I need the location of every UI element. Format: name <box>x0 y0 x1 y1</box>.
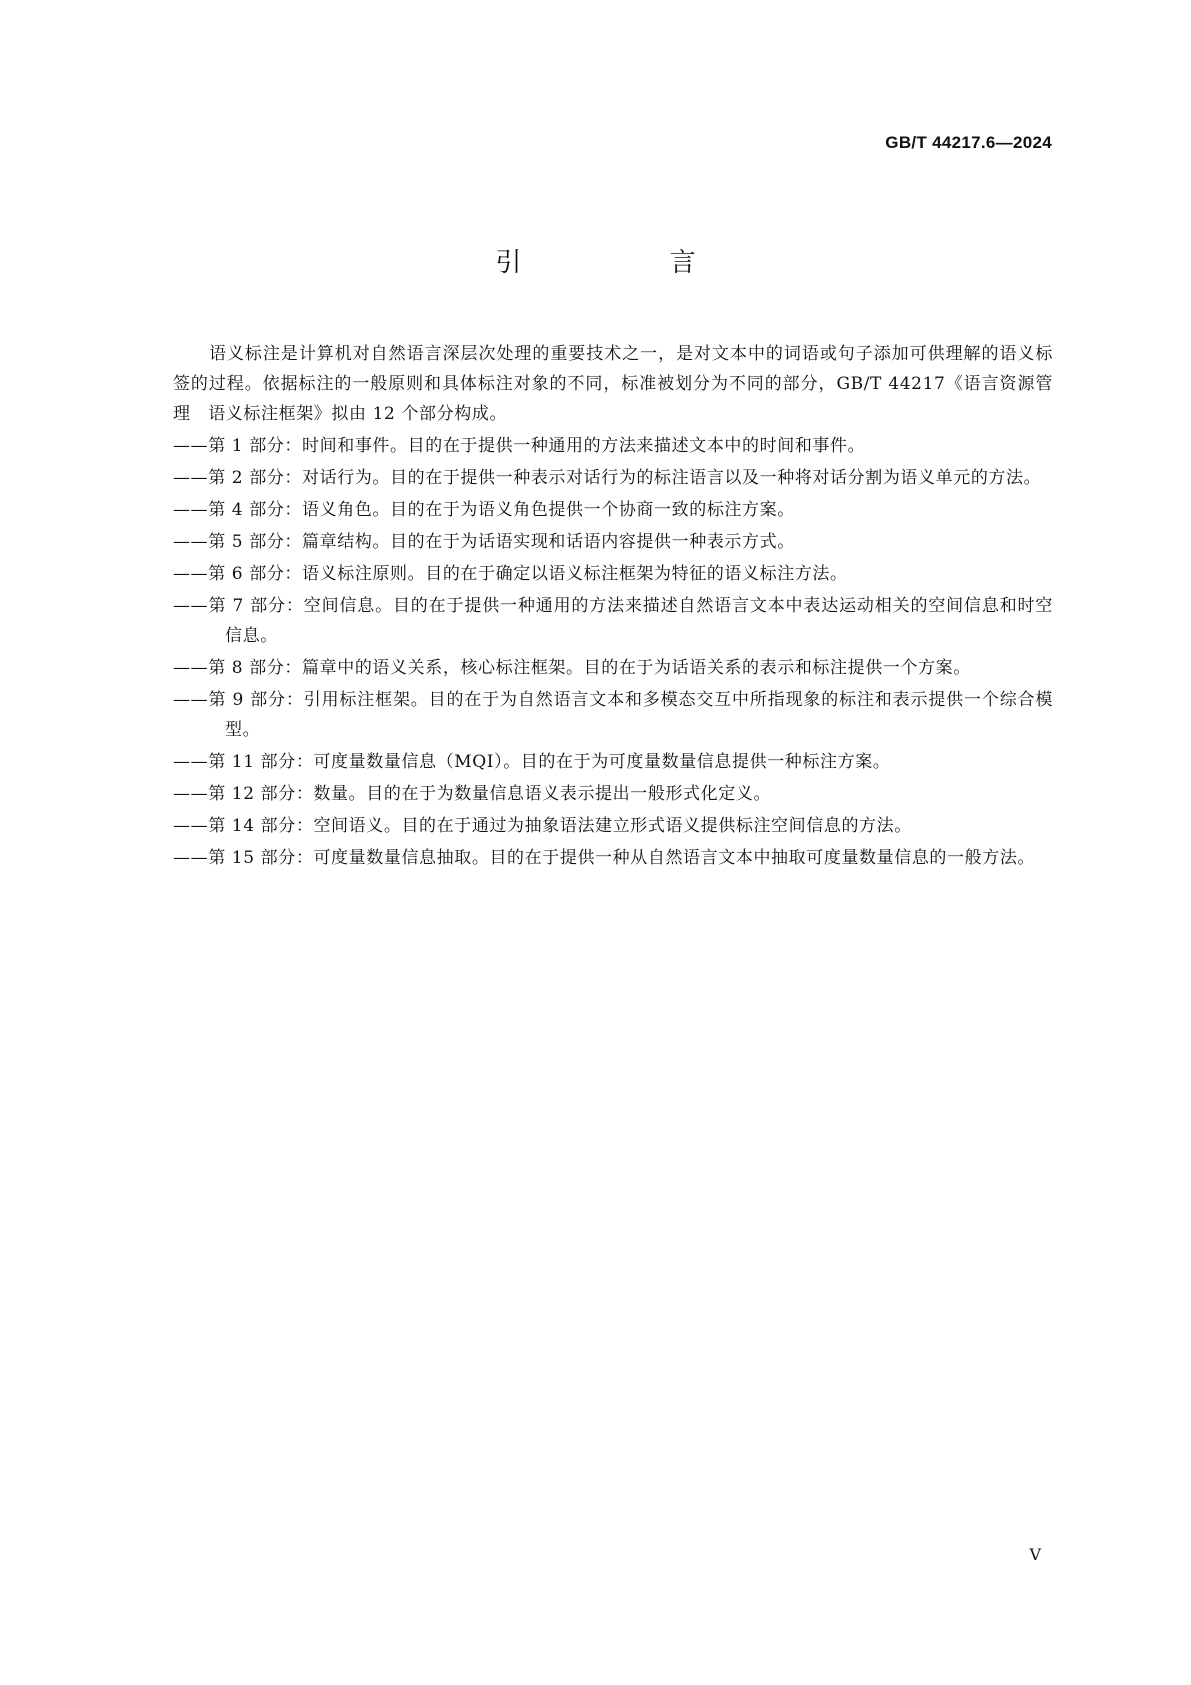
list-item: ——第 8 部分：篇章中的语义关系，核心标注框架。目的在于为话语关系的表示和标注提供一个方案。 <box>173 658 971 678</box>
list-item: ——第 15 部分：可度量数量信息抽取。目的在于提供一种从自然语言文本中抽取可度量数量信息的一般方法。 <box>173 848 1036 868</box>
list-item: ——第 6 部分：语义标注原则。目的在于确定以语义标注框架为特征的语义标注方法。 <box>173 564 848 584</box>
list-item: ——第 7 部分：空间信息。目的在于提供一种通用的方法来描述自然语言文本中表达运动相关的空间信息和时空信息。 <box>173 596 1053 646</box>
list-item: ——第 5 部分：篇章结构。目的在于为话语实现和话语内容提供一种表示方式。 <box>173 532 795 552</box>
intro-paragraph: 语义标注是计算机对自然语言深层次处理的重要技术之一，是对文本中的词语或句子添加可供理解的语义标签的过程。依据标注的一般原则和具体标注对象的不同，标准被划分为不同的部分，GB/T 44217《语言资源管理 语义标注框架》拟由 12 个部分构成。 <box>173 344 1053 424</box>
list-item: ——第 9 部分：引用标注框架。目的在于为自然语言文本和多模态交互中所指现象的标注和表示提供一个综合模型。 <box>173 690 1053 740</box>
page-number: V <box>1029 1545 1041 1564</box>
document-id: GB/T 44217.6—2024 <box>885 133 1052 152</box>
list-item: ——第 1 部分：时间和事件。目的在于提供一种通用的方法来描述文本中的时间和事件。 <box>173 436 866 456</box>
list-item: ——第 11 部分：可度量数量信息（MQI）。目的在于为可度量数量信息提供一种标注方案。 <box>173 752 891 772</box>
list-item: ——第 12 部分：数量。目的在于为数量信息语义表示提出一般形式化定义。 <box>173 784 772 804</box>
list-item: ——第 4 部分：语义角色。目的在于为语义角色提供一个协商一致的标注方案。 <box>173 500 795 520</box>
body-content <box>173 339 1053 875</box>
list-item: ——第 14 部分：空间语义。目的在于通过为抽象语法建立形式语义提供标注空间信息的方法。 <box>173 816 912 836</box>
page-title: 引 言 <box>495 248 766 278</box>
list-item: ——第 2 部分：对话行为。目的在于提供一种表示对话行为的标注语言以及一种将对话分割为语义单元的方法。 <box>173 468 1042 488</box>
